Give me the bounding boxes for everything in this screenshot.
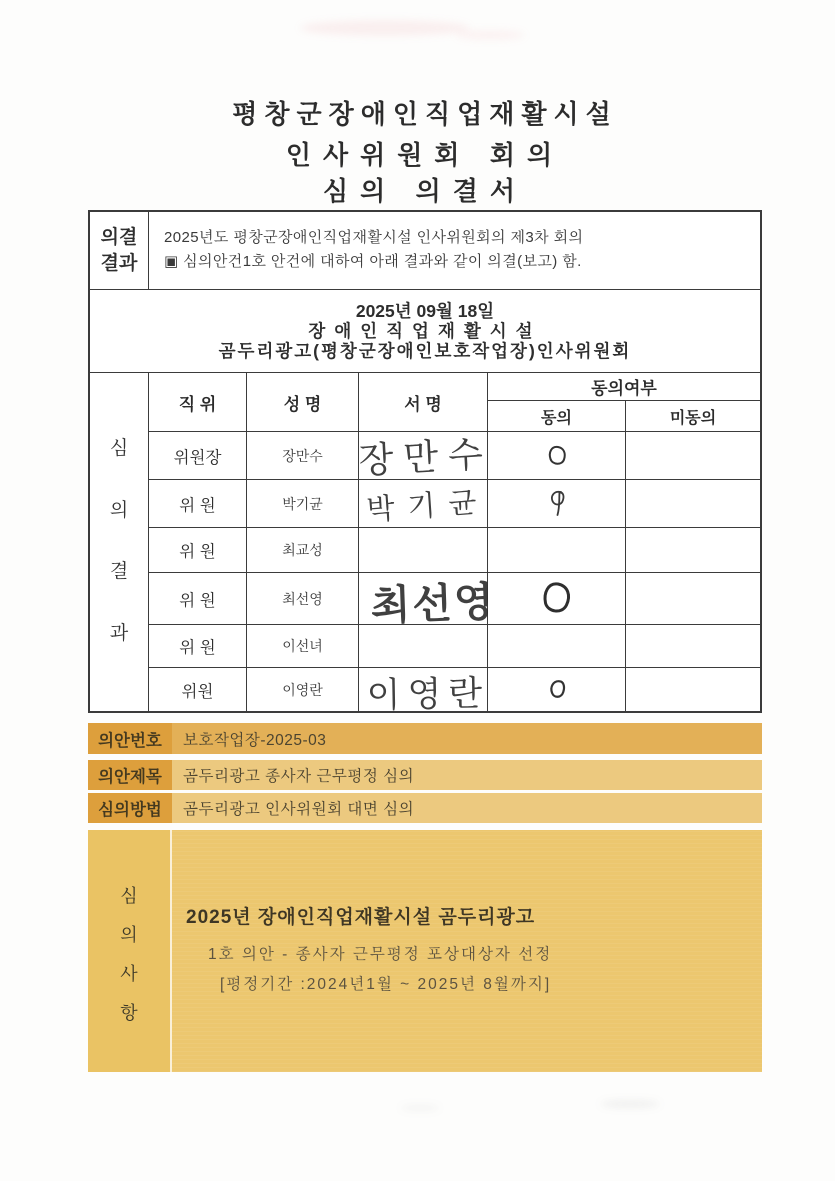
- member-position: 위 원: [149, 480, 247, 528]
- agree-mark-cell: [488, 625, 626, 668]
- disagree-mark-cell: [626, 480, 760, 528]
- agree-circle-mark: [543, 442, 571, 470]
- meeting-info-row: [90, 290, 760, 373]
- member-signature-cell: [357, 432, 494, 481]
- section-label-char: 과: [109, 622, 129, 644]
- deliberation-agenda-line: 1호 의안 - 종사자 근무평정 포상대상자 선정: [208, 946, 553, 963]
- document-title-line1: 평창군장애인직업재활시설: [232, 100, 618, 129]
- agenda-method-value: 곰두리광고 인사위원회 대면 심의: [172, 793, 762, 823]
- section-label-char: 의: [120, 925, 138, 945]
- committee-grid: [149, 373, 760, 715]
- section-label-char: 결: [109, 561, 129, 583]
- meeting-org-line1: 장애인직업재활시설: [308, 321, 542, 341]
- agree-circle-mark: [538, 579, 576, 619]
- handwritten-signature: 이영란: [366, 673, 490, 715]
- disagree-mark-cell: [626, 668, 760, 711]
- handwritten-signature: 장만수: [357, 433, 494, 481]
- section-label-char: 심: [120, 886, 138, 906]
- member-signature-cell: [359, 528, 488, 573]
- column-header-agree: 동의: [488, 401, 626, 432]
- disagree-mark-cell: [626, 432, 760, 480]
- column-header-signature: 서 명: [359, 373, 488, 432]
- member-name: 이선녀: [247, 625, 359, 668]
- section-label-char: 심: [109, 438, 129, 460]
- agenda-number-value: 보호작업장-2025-03: [172, 723, 762, 754]
- document-title-line2: 인사위원회 회의: [285, 141, 565, 170]
- deliberation-heading: 2025년 장애인직업재활시설 곰두리광고: [186, 907, 536, 928]
- member-position: 위원: [149, 668, 247, 711]
- deliberation-body: [172, 830, 762, 1072]
- agree-mark-cell: [488, 573, 626, 625]
- resolution-text-line1: 2025년도 평창군장애인직업재활시설 인사위원회의 제3차 회의: [164, 229, 584, 246]
- agenda-title-value: 곰두리광고 종사자 근무평정 심의: [172, 760, 762, 790]
- deliberation-section-label: [88, 830, 172, 1072]
- resolution-label-line1: 의결: [100, 226, 138, 248]
- scan-smudge: [400, 1105, 440, 1111]
- deliberation-period-line: [평정기간 :2024년1월 ~ 2025년 8월까지]: [220, 976, 552, 993]
- section-label-char: 의: [109, 499, 129, 521]
- scan-smudge: [455, 30, 525, 40]
- member-signature-cell: [359, 480, 491, 528]
- handwritten-signature: 박기균: [365, 485, 491, 527]
- meeting-date: 2025년 09월 18일: [355, 301, 495, 321]
- agree-mark-cell: [488, 432, 626, 480]
- agree-mark-cell: [488, 480, 626, 528]
- section-label-char: 사: [120, 964, 138, 984]
- resolution-result-label: [90, 212, 149, 289]
- agree-circle-mark: [544, 675, 569, 704]
- disagree-mark-cell: [626, 625, 760, 668]
- document-title-line3: 심의 의결서: [322, 177, 528, 206]
- section-label-char: 항: [120, 1003, 138, 1023]
- member-position: 위 원: [149, 573, 247, 625]
- agenda-number-row: [88, 723, 762, 754]
- committee-section-label: [90, 373, 149, 711]
- member-position: 위 원: [149, 528, 247, 573]
- member-name: 이영란: [247, 668, 359, 711]
- scan-smudge: [600, 1100, 660, 1108]
- agenda-method-row: [88, 793, 762, 823]
- resolution-text-line2: ▣ 심의안건1호 안건에 대하여 아래 결과와 같이 의결(보고) 함.: [164, 253, 582, 270]
- deliberation-section: [88, 830, 762, 1072]
- agenda-number-label: 의안번호: [88, 723, 172, 754]
- resolution-result-row: [90, 212, 760, 290]
- meeting-org-line2: 곰두리광고(평창군장애인보호작업장)인사위원회: [218, 341, 632, 361]
- scan-smudge: [300, 20, 470, 36]
- agenda-method-label: 심의방법: [88, 793, 172, 823]
- handwritten-signature: 최선영: [369, 578, 497, 629]
- agenda-title-label: 의안제목: [88, 760, 172, 790]
- resolution-result-body: [149, 212, 760, 289]
- disagree-mark-cell: [626, 528, 760, 573]
- agree-mark-cell: [488, 668, 626, 711]
- member-name: 최선영: [247, 573, 359, 625]
- agree-mark-cell: [488, 528, 626, 573]
- resolution-table: [88, 210, 762, 713]
- agenda-title-row: [88, 760, 762, 790]
- member-position: 위 원: [149, 625, 247, 668]
- committee-section: [90, 373, 760, 715]
- member-signature-cell: [359, 668, 490, 715]
- resolution-label-line2: 결과: [100, 252, 138, 274]
- column-header-position: 직 위: [149, 373, 247, 432]
- member-position: 위원장: [149, 432, 247, 480]
- member-name: 장만수: [247, 432, 359, 480]
- disagree-mark-cell: [626, 573, 760, 625]
- member-signature-cell: [359, 573, 497, 629]
- column-header-name: 성 명: [247, 373, 359, 432]
- member-name: 박기균: [247, 480, 359, 528]
- column-header-disagree: 미동의: [626, 401, 760, 432]
- member-name: 최교성: [247, 528, 359, 573]
- column-header-consent: 동의여부: [488, 373, 760, 401]
- agree-circle-mark: [545, 488, 569, 520]
